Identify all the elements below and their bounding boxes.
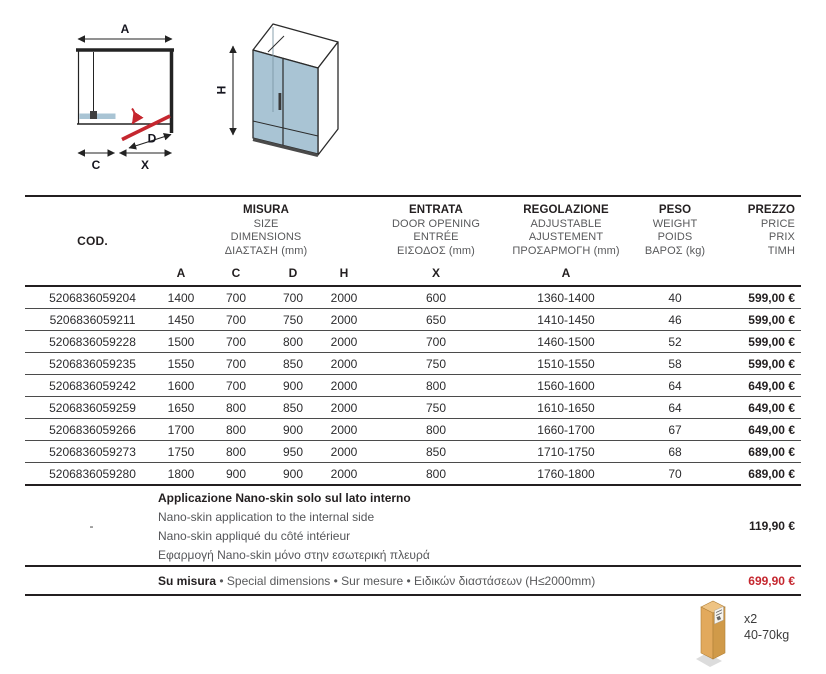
header-group-peso	[632, 197, 718, 285]
cell-adj: 1410-1450	[537, 312, 595, 327]
subheader-letters	[372, 261, 500, 285]
header-line: ΠΡΟΣΑΡΜΟΓΗ (mm)	[512, 244, 620, 257]
header-line: PRIX	[768, 231, 795, 244]
nano-line-it: Applicazione Nano-skin solo sul lato interno	[158, 491, 411, 505]
cell-x: 600	[425, 290, 447, 305]
cell-a: 1700	[167, 422, 195, 437]
plan-label-x: X	[140, 158, 150, 172]
nano-line-en: Nano-skin application to the internal side	[158, 510, 375, 524]
package-front-face	[701, 607, 713, 659]
header-line: REGOLAZIONE	[523, 204, 609, 216]
panel-joint	[90, 111, 97, 119]
cell-x: 800	[425, 378, 447, 393]
cell-cod: 5206836059266	[49, 422, 136, 437]
door-swing-arrow	[132, 109, 135, 124]
cell-a: 1550	[167, 356, 195, 371]
cell-a: 1450	[167, 312, 195, 327]
cell-price: 599,00 €	[748, 334, 795, 349]
cell-price: 649,00 €	[748, 422, 795, 437]
subheader-adj-a: A	[561, 266, 571, 280]
header-cod: COD.	[77, 234, 108, 248]
nano-price: 119,90 €	[748, 518, 795, 533]
cell-h: 2000	[330, 356, 358, 371]
header-line: ΕΙΣΟΔΟΣ (mm)	[397, 244, 475, 257]
cell-adj: 1460-1500	[537, 334, 595, 349]
header-line: ENTRATA	[409, 204, 463, 216]
cell-d: 850	[282, 400, 304, 415]
header-line: PESO	[658, 204, 692, 216]
cell-cod: 5206836059280	[49, 466, 136, 481]
plan-label-a: A	[120, 22, 130, 36]
cell-price: 649,00 €	[748, 400, 795, 415]
plan-view-diagram	[76, 22, 174, 172]
cell-d: 900	[282, 378, 304, 393]
table-row	[25, 396, 801, 418]
door-handle	[279, 93, 282, 110]
header-group-prezzo	[718, 197, 801, 285]
subheader-x: X	[431, 266, 440, 280]
cell-h: 2000	[330, 334, 358, 349]
spec-table	[25, 195, 801, 596]
header-line: ΤΙΜΗ	[767, 244, 795, 257]
cell-h: 2000	[330, 378, 358, 393]
cell-cod: 5206836059211	[49, 312, 136, 327]
subheader-letters	[500, 261, 632, 285]
nano-cod-dash: -	[89, 518, 94, 533]
open-door-line	[122, 116, 170, 140]
header-line: ΒΑΡΟΣ (kg)	[644, 244, 706, 257]
table-row	[25, 462, 801, 484]
cell-d: 900	[282, 422, 304, 437]
header-group-misura	[160, 197, 372, 285]
header-line: DIMENSIONS	[230, 231, 302, 244]
cell-x: 850	[425, 444, 447, 459]
cell-c: 700	[225, 290, 247, 305]
cell-adj: 1660-1700	[537, 422, 595, 437]
su-misura-translations: • Special dimensions • Sur mesure • Ειδικών διαστάσεων (H≤2000mm)	[216, 573, 596, 588]
subheader-h: H	[339, 266, 349, 280]
cell-a: 1800	[167, 466, 195, 481]
cell-h: 2000	[330, 444, 358, 459]
header-line: MISURA	[243, 204, 289, 216]
header-line: WEIGHT	[652, 217, 698, 230]
table-row	[25, 287, 801, 308]
nano-line-gr: Εφαρμογή Nano-skin μόνο στην εσωτερική πλευρά	[158, 548, 430, 562]
cell-a: 1500	[167, 334, 195, 349]
subheader-c: C	[231, 266, 241, 280]
cell-c: 700	[225, 334, 247, 349]
cell-price: 649,00 €	[748, 378, 795, 393]
header-group-regolazione	[500, 197, 632, 285]
plan-label-d: D	[147, 131, 157, 146]
cell-c: 700	[225, 312, 247, 327]
cell-x: 700	[425, 334, 447, 349]
cell-price: 599,00 €	[748, 312, 795, 327]
header-line: DOOR OPENING	[392, 217, 480, 230]
cell-x: 800	[425, 422, 447, 437]
table-header	[25, 197, 801, 287]
cell-kg: 64	[668, 400, 682, 415]
cell-c: 800	[225, 422, 247, 437]
table-row	[25, 352, 801, 374]
cell-cod: 5206836059228	[49, 334, 136, 349]
cell-h: 2000	[330, 466, 358, 481]
table-row	[25, 440, 801, 462]
plan-label-c: C	[91, 158, 101, 172]
header-line: ENTRÉE	[413, 231, 459, 244]
cell-c: 800	[225, 444, 247, 459]
cell-kg: 68	[668, 444, 682, 459]
fixed-glass-bar	[80, 114, 116, 120]
elevation-label-h: H	[214, 85, 229, 95]
cell-cod: 5206836059242	[49, 378, 136, 393]
package-weight: 40-70kg	[744, 628, 790, 642]
cell-kg: 64	[668, 378, 682, 393]
cell-d: 700	[282, 290, 304, 305]
cell-cod: 5206836059235	[49, 356, 136, 371]
cell-c: 900	[225, 466, 247, 481]
cell-h: 2000	[330, 422, 358, 437]
cell-price: 689,00 €	[748, 466, 795, 481]
table-body	[25, 287, 801, 486]
cell-kg: 58	[668, 356, 682, 371]
cell-c: 800	[225, 400, 247, 415]
package-info	[744, 611, 789, 643]
package-quantity: x2	[744, 612, 758, 626]
su-misura-label: Su misura	[158, 573, 217, 588]
technical-diagrams	[0, 0, 826, 190]
su-misura-section	[25, 567, 801, 596]
cell-cod: 5206836059259	[49, 400, 136, 415]
cell-adj: 1560-1600	[537, 378, 595, 393]
cell-c: 700	[225, 378, 247, 393]
cell-d: 750	[282, 312, 304, 327]
cell-price: 689,00 €	[748, 444, 795, 459]
cell-kg: 67	[668, 422, 682, 437]
subheader-letters	[160, 261, 372, 285]
package-box-icon	[694, 596, 744, 671]
cell-kg: 70	[668, 466, 682, 481]
table-row	[25, 308, 801, 330]
header-line: ADJUSTABLE	[530, 217, 602, 230]
cell-x: 650	[425, 312, 447, 327]
cell-cod: 5206836059204	[49, 290, 136, 305]
cell-kg: 52	[668, 334, 682, 349]
cell-adj: 1360-1400	[537, 290, 595, 305]
header-group-entrata	[372, 197, 500, 285]
cell-d: 950	[282, 444, 304, 459]
cell-kg: 40	[668, 290, 682, 305]
cell-x: 750	[425, 400, 447, 415]
cell-adj: 1610-1650	[537, 400, 595, 415]
cell-kg: 46	[668, 312, 682, 327]
header-line: SIZE	[253, 217, 279, 230]
cell-d: 850	[282, 356, 304, 371]
cell-adj: 1760-1800	[537, 466, 595, 481]
nano-description	[158, 486, 665, 565]
table-row	[25, 374, 801, 396]
header-line: AJUSTEMENT	[528, 231, 604, 244]
table-row	[25, 418, 801, 440]
cell-price: 599,00 €	[748, 356, 795, 371]
header-line: PREZZO	[747, 204, 795, 216]
cell-adj: 1510-1550	[537, 356, 595, 371]
cell-price: 599,00 €	[748, 290, 795, 305]
cell-h: 2000	[330, 290, 358, 305]
cell-a: 1400	[167, 290, 195, 305]
cell-h: 2000	[330, 400, 358, 415]
cell-a: 1600	[167, 378, 195, 393]
cell-a: 1650	[167, 400, 195, 415]
cell-a: 1750	[167, 444, 195, 459]
cell-d: 900	[282, 466, 304, 481]
nano-skin-section	[25, 486, 801, 567]
nano-line-fr: Nano-skin appliqué du côté intérieur	[158, 529, 351, 543]
cell-x: 750	[425, 356, 447, 371]
subheader-a: A	[176, 266, 186, 280]
table-row	[25, 330, 801, 352]
header-line: PRICE	[760, 217, 795, 230]
cell-x: 800	[425, 466, 447, 481]
header-line: ΔΙΑΣΤΑΣΗ (mm)	[224, 244, 308, 257]
cell-d: 800	[282, 334, 304, 349]
cell-adj: 1710-1750	[537, 444, 595, 459]
elevation-view-diagram	[215, 24, 339, 156]
subheader-d: D	[288, 266, 298, 280]
cell-c: 700	[225, 356, 247, 371]
su-misura-price: 699,90 €	[748, 573, 795, 588]
cell-cod: 5206836059273	[49, 444, 136, 459]
header-line: POIDS	[657, 231, 693, 244]
cell-h: 2000	[330, 312, 358, 327]
glass-front-face	[253, 50, 318, 154]
